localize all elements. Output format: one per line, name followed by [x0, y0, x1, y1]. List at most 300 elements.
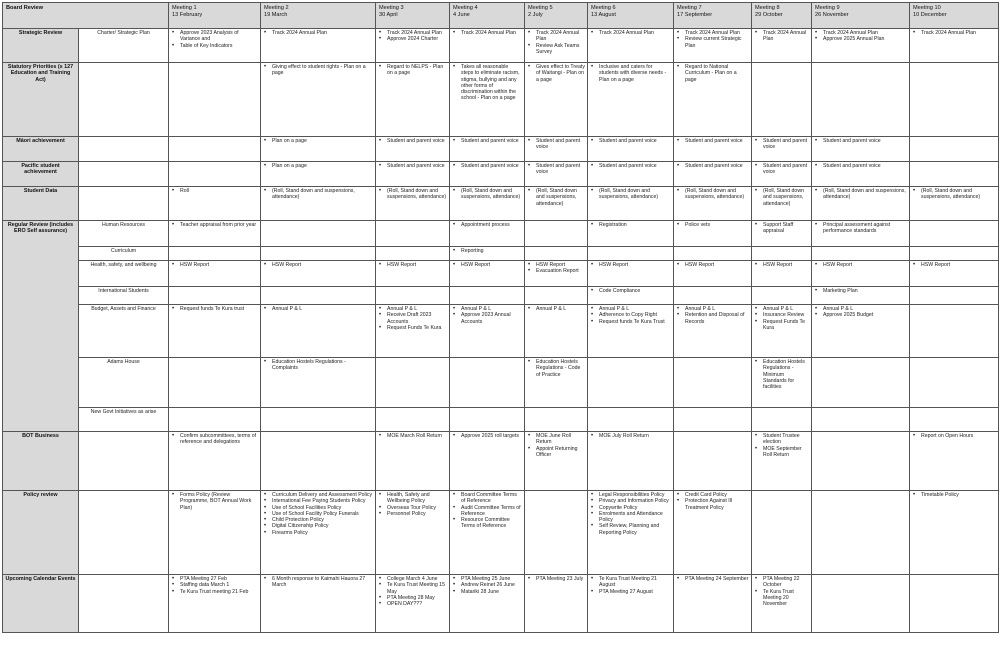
statutory-meeting-8 — [752, 63, 812, 137]
section-regular: Regular Review (includes ERO Self assurance) — [3, 221, 79, 432]
cell-item: • Student and parent voice — [387, 163, 447, 169]
subsection-empty — [79, 187, 169, 221]
cell-list — [912, 188, 996, 201]
section-statutory: Statutory Priorities (s 127 Education and Training Act) — [3, 63, 79, 137]
strategic-meeting-3 — [376, 29, 450, 63]
pacific-meeting-5 — [525, 162, 588, 187]
cell-item: • Receive Draft 2023 Accounts — [387, 312, 447, 325]
calendar-meeting-3 — [376, 575, 450, 633]
cell-item: • (Roll, Stand down and suspensions, attendance) — [685, 188, 749, 201]
row-maori — [3, 137, 999, 162]
cell-item: • PTA Meeting 23 July — [536, 576, 585, 582]
cell-list — [263, 359, 373, 372]
cell-item: • Plan on a page — [272, 163, 373, 169]
calendar-meeting-2 — [261, 575, 376, 633]
cell-item: • Student and parent voice — [763, 163, 809, 176]
hr-meeting-7 — [674, 221, 752, 247]
govt-meeting-10 — [910, 408, 999, 432]
cell-item: • MOE July Roll Return — [599, 433, 671, 439]
cell-list — [590, 492, 671, 536]
cell-item: • Student and parent voice — [599, 138, 671, 144]
cell-item: • Approve 2023 Annual Accounts — [461, 312, 522, 325]
cell-item: • Curriculum Delivery and Assessment Policy — [272, 492, 373, 498]
cell-list — [171, 188, 258, 194]
maori-meeting-5 — [525, 137, 588, 162]
cell-list — [590, 433, 671, 439]
cell-list — [814, 222, 907, 235]
row-budget — [3, 305, 999, 358]
cell-list — [527, 163, 585, 176]
cell-item: • Student and parent voice — [387, 138, 447, 144]
cell-item: • MOE September Roll Return — [763, 446, 809, 459]
govt-meeting-9 — [812, 408, 910, 432]
hsw-meeting-8 — [752, 261, 812, 287]
adams-meeting-2 — [261, 358, 376, 408]
meeting-header-7 — [674, 3, 752, 29]
cell-list — [754, 306, 809, 331]
cell-list — [754, 262, 809, 268]
cell-list — [378, 306, 447, 331]
row-adams — [3, 358, 999, 408]
cell-list — [452, 163, 522, 169]
cell-item: • Health, Safety and Wellbeing Policy — [387, 492, 447, 505]
cell-list — [263, 262, 373, 268]
adams-meeting-9 — [812, 358, 910, 408]
calendar-meeting-5 — [525, 575, 588, 633]
budget-meeting-3 — [376, 305, 450, 358]
bot-meeting-8 — [752, 432, 812, 491]
intl-meeting-4 — [450, 287, 525, 305]
cell-list — [378, 576, 447, 607]
cell-item: • Audit Committee Terms of Reference — [461, 505, 522, 518]
section-strategic: Strategic Review — [3, 29, 79, 63]
cell-item: • Evacuation Report — [536, 268, 585, 274]
cell-list — [263, 492, 373, 536]
cell-item: • Regard to NELPS - Plan on a page — [387, 64, 447, 77]
pacific-meeting-1 — [169, 162, 261, 187]
cell-item: • Adherence to Copy Right — [599, 312, 671, 318]
intl-meeting-8 — [752, 287, 812, 305]
subsection-empty — [79, 491, 169, 575]
budget-meeting-6 — [588, 305, 674, 358]
policy-meeting-7 — [674, 491, 752, 575]
cell-list — [676, 492, 749, 511]
govt-meeting-4 — [450, 408, 525, 432]
statutory-meeting-7 — [674, 63, 752, 137]
student-data-meeting-10 — [910, 187, 999, 221]
cell-list — [676, 138, 749, 144]
cell-item: • Overseas Tour Policy — [387, 505, 447, 511]
cell-item: • PTA Meeting 22 October — [763, 576, 809, 589]
row-hsw — [3, 261, 999, 287]
cell-list — [171, 262, 258, 268]
corner-header: Board Review — [3, 3, 169, 29]
cell-list — [590, 138, 671, 144]
meeting-date: 13 August — [591, 11, 616, 18]
cell-item: • Privacy and Information Policy — [599, 498, 671, 504]
cell-item: • Registration — [599, 222, 671, 228]
cell-item: • Teacher appraisal from prior year — [180, 222, 258, 228]
cell-item: • College March 4 June — [387, 576, 447, 582]
cell-list — [452, 30, 522, 36]
cell-item: • Education Hostels Regulations -Minimum Standards for facilities — [763, 359, 809, 390]
cell-list — [452, 306, 522, 325]
cell-item: • Table of Key Indicators — [180, 43, 258, 49]
row-calendar — [3, 575, 999, 633]
statutory-meeting-1 — [169, 63, 261, 137]
cell-list — [590, 30, 671, 36]
cell-list — [378, 163, 447, 169]
cell-list — [814, 288, 907, 294]
statutory-meeting-2 — [261, 63, 376, 137]
cell-item: • Education Hostels Regulations - Code of Practice — [536, 359, 585, 378]
cell-item: • Gives effect to Treaty of Waitangi - Plan on a page — [536, 64, 585, 83]
header-row — [3, 3, 999, 29]
budget-meeting-1 — [169, 305, 261, 358]
cell-item: • Reporting — [461, 248, 522, 254]
budget-meeting-10 — [910, 305, 999, 358]
cell-item: • Track 2024 Annual Plan — [685, 30, 749, 36]
cell-list — [754, 359, 809, 390]
cell-item: • (Roll, Stand down and suspensions, attendance) — [536, 188, 585, 207]
bot-meeting-10 — [910, 432, 999, 491]
cell-item: • Retention and Disposal of Records — [685, 312, 749, 325]
adams-meeting-8 — [752, 358, 812, 408]
cell-list — [590, 288, 671, 294]
cell-list — [814, 306, 907, 319]
meeting-name: Meeting 3 — [379, 5, 404, 11]
calendar-meeting-1 — [169, 575, 261, 633]
maori-meeting-4 — [450, 137, 525, 162]
row-policy — [3, 491, 999, 575]
cell-item: • (Roll, Stand down and suspensions, attendance) — [461, 188, 522, 201]
statutory-meeting-5 — [525, 63, 588, 137]
cell-list — [590, 222, 671, 228]
cell-item: • MOE March Roll Return — [387, 433, 447, 439]
cell-list — [452, 576, 522, 595]
cell-item: • MOE June Roll Return — [536, 433, 585, 446]
cell-item: • PTA Meeting 27 Feb — [180, 576, 258, 582]
board-review-table — [2, 2, 999, 633]
cell-list — [452, 248, 522, 254]
cell-item: • Request funds Te Kura Trust — [599, 319, 671, 325]
cell-item: • Andrew Reinet 26 June — [461, 582, 522, 588]
intl-meeting-6 — [588, 287, 674, 305]
cell-list — [171, 576, 258, 595]
maori-meeting-7 — [674, 137, 752, 162]
statutory-meeting-3 — [376, 63, 450, 137]
cell-list — [814, 163, 907, 169]
hr-meeting-8 — [752, 221, 812, 247]
cell-item: • Annual P & L — [536, 306, 585, 312]
curriculum-meeting-4 — [450, 247, 525, 261]
cell-item: • (Roll, Stand down and suspensions, attendance) — [763, 188, 809, 207]
cell-list — [263, 306, 373, 312]
meeting-date: 13 February — [172, 11, 203, 18]
curriculum-meeting-3 — [376, 247, 450, 261]
policy-meeting-8 — [752, 491, 812, 575]
cell-item: • Student and parent voice — [823, 138, 907, 144]
strategic-meeting-2 — [261, 29, 376, 63]
cell-item: • Te Kura Trust Meeting 21 August — [599, 576, 671, 589]
bot-meeting-5 — [525, 432, 588, 491]
cell-item: • 6 Month response to Kaimahi Hauora 27 March — [272, 576, 373, 589]
statutory-meeting-10 — [910, 63, 999, 137]
cell-item: • Report on Open Hours — [921, 433, 996, 439]
cell-list — [527, 359, 585, 378]
cell-list — [590, 64, 671, 83]
pacific-meeting-3 — [376, 162, 450, 187]
cell-list — [452, 222, 522, 228]
cell-list — [378, 64, 447, 77]
meeting-header-10 — [910, 3, 999, 29]
cell-item: • (Roll, Stand down and suspensions, attendance) — [272, 188, 373, 201]
cell-list — [452, 262, 522, 268]
meeting-date: 19 March — [264, 11, 288, 18]
cell-item: • Review Ask Teams Survey — [536, 43, 585, 56]
cell-item: • Credit Card Policy — [685, 492, 749, 498]
intl-meeting-10 — [910, 287, 999, 305]
curriculum-meeting-6 — [588, 247, 674, 261]
cell-item: • Student and parent voice — [461, 138, 522, 144]
bot-meeting-4 — [450, 432, 525, 491]
cell-item: • Track 2024 Annual Plan — [536, 30, 585, 43]
calendar-meeting-8 — [752, 575, 812, 633]
cell-item: • Confirm subcommittees, terms of reference and delegations — [180, 433, 258, 446]
cell-list — [590, 262, 671, 268]
meeting-name: Meeting 9 — [815, 5, 840, 11]
bot-meeting-2 — [261, 432, 376, 491]
hr-meeting-10 — [910, 221, 999, 247]
row-govt — [3, 408, 999, 432]
cell-list — [171, 306, 258, 312]
cell-item: • HSW Report — [599, 262, 671, 268]
cell-item: • HSW Report — [921, 262, 996, 268]
intl-meeting-2 — [261, 287, 376, 305]
cell-item: • International Fee Paying Students Policy — [272, 498, 373, 504]
maori-meeting-9 — [812, 137, 910, 162]
hsw-meeting-5 — [525, 261, 588, 287]
cell-item: • Annual P & L — [461, 306, 522, 312]
intl-meeting-1 — [169, 287, 261, 305]
cell-item: • Principal assessment against performance standards — [823, 222, 907, 235]
cell-item: • Digital Citizenship Policy — [272, 523, 373, 529]
section-maori: Māori achievement — [3, 137, 79, 162]
maori-meeting-3 — [376, 137, 450, 162]
cell-item: • HSW Report — [685, 262, 749, 268]
budget-meeting-2 — [261, 305, 376, 358]
statutory-meeting-4 — [450, 63, 525, 137]
budget-meeting-4 — [450, 305, 525, 358]
maori-meeting-10 — [910, 137, 999, 162]
cell-item: • Code Compliance — [599, 288, 671, 294]
row-pacific — [3, 162, 999, 187]
cell-list — [378, 30, 447, 43]
govt-meeting-6 — [588, 408, 674, 432]
adams-meeting-7 — [674, 358, 752, 408]
cell-item: • Personnel Policy — [387, 511, 447, 517]
cell-item: • Approve 2025 Budget — [823, 312, 907, 318]
govt-meeting-2 — [261, 408, 376, 432]
subsection-hsw: Health, safety, and wellbeing — [79, 261, 169, 287]
budget-meeting-9 — [812, 305, 910, 358]
maori-meeting-2 — [261, 137, 376, 162]
cell-item: • (Roll, Stand down and suspensions, attendance) — [387, 188, 447, 201]
cell-item: • HSW Report — [823, 262, 907, 268]
budget-meeting-7 — [674, 305, 752, 358]
hr-meeting-1 — [169, 221, 261, 247]
cell-item: • Giving effect to student rights - Plan on a page — [272, 64, 373, 77]
adams-meeting-1 — [169, 358, 261, 408]
meeting-name: Meeting 6 — [591, 5, 616, 11]
policy-meeting-9 — [812, 491, 910, 575]
cell-list — [527, 433, 585, 458]
hr-meeting-9 — [812, 221, 910, 247]
cell-item: • PTA Meeting 28 May — [387, 595, 447, 601]
cell-list — [590, 188, 671, 201]
hsw-meeting-3 — [376, 261, 450, 287]
cell-item: • Request Funds Te Kura — [387, 325, 447, 331]
cell-list — [912, 30, 996, 36]
cell-list — [912, 492, 996, 498]
calendar-meeting-6 — [588, 575, 674, 633]
section-student-data: Student Data — [3, 187, 79, 221]
cell-item: • Forms Policy (Review Programme, BOT Annual Work Plan) — [180, 492, 258, 511]
cell-item: • Review current Strategic Plan — [685, 36, 749, 49]
govt-meeting-5 — [525, 408, 588, 432]
row-hr — [3, 221, 999, 247]
meeting-name: Meeting 10 — [913, 5, 941, 11]
meeting-date: 30 April — [379, 11, 398, 18]
cell-list — [452, 138, 522, 144]
meeting-name: Meeting 7 — [677, 5, 702, 11]
cell-item: • Track 2024 Annual Plan — [763, 30, 809, 43]
cell-list — [814, 262, 907, 268]
strategic-meeting-5 — [525, 29, 588, 63]
meeting-header-3 — [376, 3, 450, 29]
cell-item: • Annual P & L — [387, 306, 447, 312]
cell-item: • PTA Meeting 24 September — [685, 576, 749, 582]
govt-meeting-1 — [169, 408, 261, 432]
section-calendar: Upcoming Calendar Events — [3, 575, 79, 633]
cell-list — [263, 138, 373, 144]
cell-item: • Enrolments and Attendance Policy — [599, 511, 671, 524]
meeting-header-9 — [812, 3, 910, 29]
strategic-meeting-8 — [752, 29, 812, 63]
cell-list — [912, 262, 996, 268]
cell-item: • Matariki 28 June — [461, 589, 522, 595]
adams-meeting-6 — [588, 358, 674, 408]
curriculum-meeting-7 — [674, 247, 752, 261]
cell-item: • Resource Committee Terms of Reference — [461, 517, 522, 530]
meeting-header-8 — [752, 3, 812, 29]
cell-item: • PTA Meeting 27 August — [599, 589, 671, 595]
cell-item: • HSW Report — [272, 262, 373, 268]
meeting-header-2 — [261, 3, 376, 29]
strategic-meeting-9 — [812, 29, 910, 63]
pacific-meeting-4 — [450, 162, 525, 187]
cell-list — [676, 262, 749, 268]
subsection-empty — [79, 162, 169, 187]
hr-meeting-4 — [450, 221, 525, 247]
cell-item: • Student and parent voice — [685, 163, 749, 169]
cell-list — [263, 576, 373, 589]
cell-item: • Use of School Facilities Policy — [272, 505, 373, 511]
strategic-meeting-1 — [169, 29, 261, 63]
curriculum-meeting-5 — [525, 247, 588, 261]
strategic-meeting-4 — [450, 29, 525, 63]
student-data-meeting-4 — [450, 187, 525, 221]
cell-list — [527, 306, 585, 312]
cell-list — [378, 262, 447, 268]
subsection-curriculum: Curriculum — [79, 247, 169, 261]
meeting-name: Meeting 1 — [172, 5, 197, 11]
cell-item: • Request funds Te Kura trust — [180, 306, 258, 312]
cell-list — [452, 433, 522, 439]
cell-item: • Te Kura Trust meeting 21 Feb — [180, 589, 258, 595]
curriculum-meeting-2 — [261, 247, 376, 261]
hsw-meeting-6 — [588, 261, 674, 287]
pacific-meeting-2 — [261, 162, 376, 187]
cell-list — [263, 163, 373, 169]
hsw-meeting-2 — [261, 261, 376, 287]
strategic-meeting-7 — [674, 29, 752, 63]
meeting-name: Meeting 4 — [453, 5, 478, 11]
cell-item: • Track 2024 Annual Plan — [272, 30, 373, 36]
section-pacific: Pacific student achievement — [3, 162, 79, 187]
cell-item: • Approve 2025 roll targets — [461, 433, 522, 439]
cell-item: • (Roll, Stand down and suspensions, attendance) — [921, 188, 996, 201]
cell-list — [378, 188, 447, 201]
govt-meeting-3 — [376, 408, 450, 432]
cell-list — [527, 576, 585, 582]
meeting-date: 2 July — [528, 11, 543, 18]
cell-item: • Approve 2025 Annual Plan — [823, 36, 907, 42]
pacific-meeting-10 — [910, 162, 999, 187]
subsection-empty — [79, 575, 169, 633]
subsection-intl: International Students — [79, 287, 169, 305]
cell-item: • Child Protection Policy — [272, 517, 373, 523]
cell-item: • (Roll, Stand down and suspensions, attendance) — [823, 188, 907, 201]
student-data-meeting-2 — [261, 187, 376, 221]
student-data-meeting-6 — [588, 187, 674, 221]
policy-meeting-4 — [450, 491, 525, 575]
cell-item: • HSW Report — [387, 262, 447, 268]
cell-list — [171, 433, 258, 446]
hr-meeting-3 — [376, 221, 450, 247]
cell-item: • Student and parent voice — [461, 163, 522, 169]
hr-meeting-6 — [588, 221, 674, 247]
statutory-meeting-6 — [588, 63, 674, 137]
meeting-header-6 — [588, 3, 674, 29]
meeting-name: Meeting 5 — [528, 5, 553, 11]
strategic-meeting-6 — [588, 29, 674, 63]
adams-meeting-4 — [450, 358, 525, 408]
strategic-meeting-10 — [910, 29, 999, 63]
cell-item: • Request Funds Te Kura — [763, 319, 809, 332]
cell-list — [676, 188, 749, 201]
meeting-date: 29 October — [755, 11, 783, 18]
cell-list — [590, 576, 671, 595]
cell-list — [814, 138, 907, 144]
cell-list — [171, 492, 258, 511]
cell-item: • Annual P & L — [599, 306, 671, 312]
policy-meeting-6 — [588, 491, 674, 575]
cell-list — [590, 306, 671, 325]
cell-item: • Student and parent voice — [763, 138, 809, 151]
cell-item: • Student and parent voice — [536, 163, 585, 176]
bot-meeting-1 — [169, 432, 261, 491]
